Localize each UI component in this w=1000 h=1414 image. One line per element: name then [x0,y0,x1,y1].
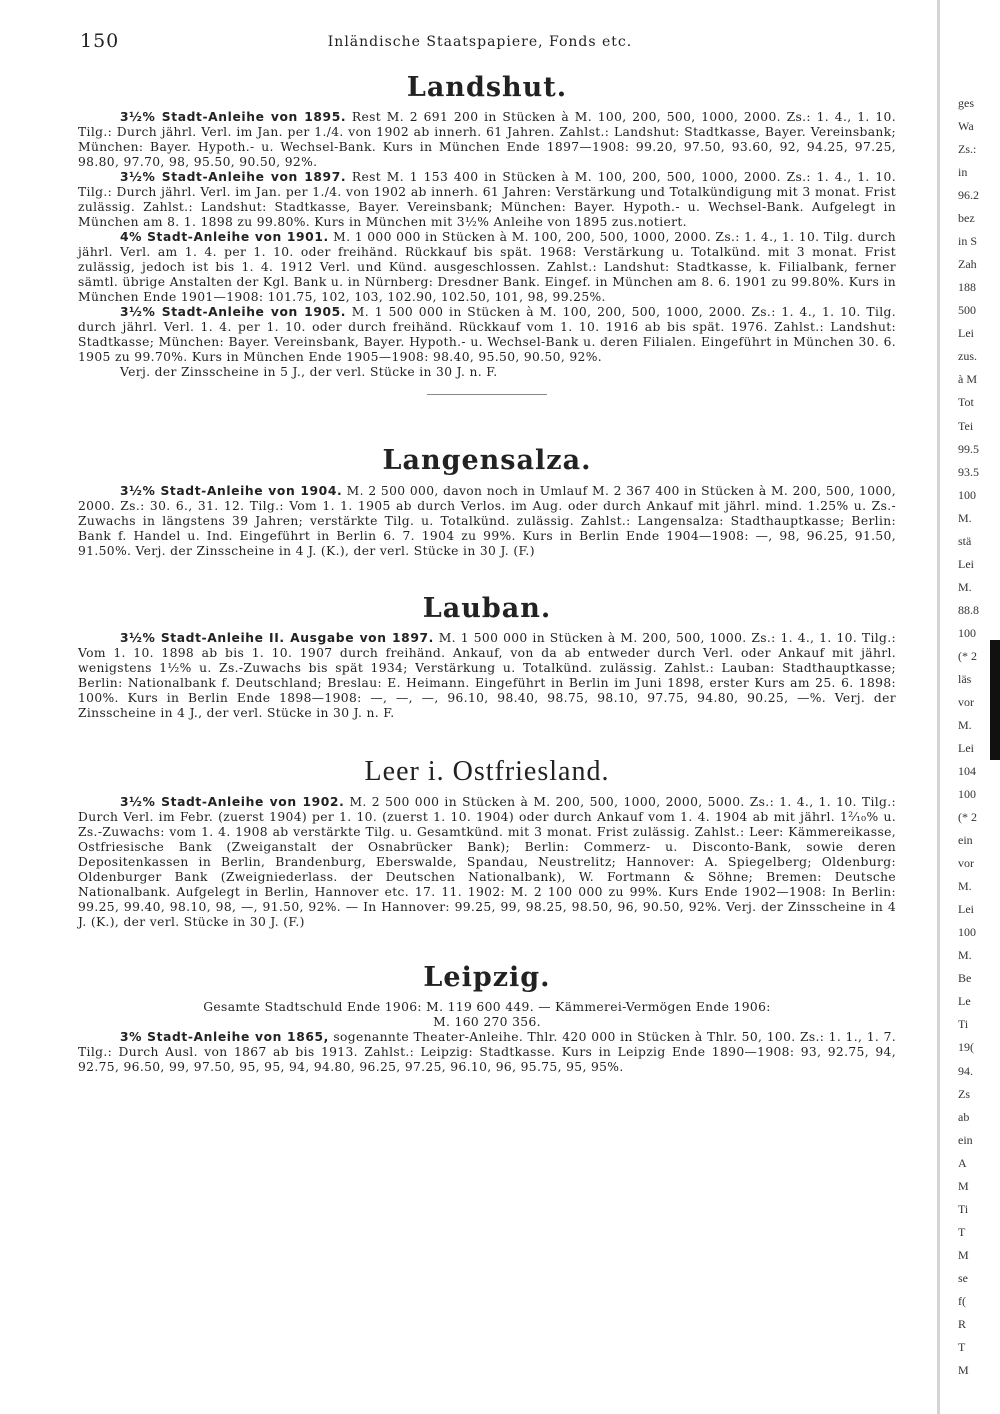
bleed-fragment: 19( [958,1040,974,1054]
bleed-fragment: vor [958,695,974,709]
bleed-fragment: f( [958,1294,966,1308]
bond-entry [78,170,896,230]
bond-heading: 3½% Stadt-Anleihe von 1905. [120,305,347,320]
bleed-fragment: 96.2 [958,188,979,202]
section-leipzig [78,962,896,1075]
section-lauban [78,593,896,721]
bleed-fragment: à M [958,372,977,386]
section-divider [427,394,547,395]
bleed-fragment: Be [958,971,972,985]
bleed-fragment: T [958,1340,966,1354]
bleed-fragment: in [958,165,968,179]
bleed-fragment: ges [958,96,974,110]
bond-entry [78,484,896,559]
city-heading: Leipzig. [423,961,551,993]
bleed-fragment: R [958,1317,967,1331]
bleed-fragment: M [958,1179,969,1193]
bleed-fragment: T [958,1225,966,1239]
bond-heading: 3½% Stadt-Anleihe von 1895. [120,110,347,125]
bleed-fragment: Tot [958,395,974,409]
bleed-fragment: Wa [958,119,974,133]
bond-heading: 4% Stadt-Anleihe von 1901. [120,230,329,245]
bond-entry [78,305,896,365]
bleed-fragment: (* 2 [958,810,977,824]
bleed-fragment: ein [958,833,973,847]
bleed-fragment: Lei [958,741,974,755]
bleed-fragment: M. [958,511,972,525]
bleed-fragment: Ti [958,1202,969,1216]
city-heading: Langensalza. [382,445,592,477]
bleed-fragment: M [958,1363,969,1377]
bleed-fragment: M [958,1248,969,1262]
bleed-fragment: 88.8 [958,603,979,617]
bond-text: M. 1 500 000 in Stücken à M. 100, 200, 500, 1000, 2000. Zs.: 1. 4., 1. 10. Tilg. durch jährl. Verl. 1. 4. per 1. 10. oder durch freihänd. Rückkauf vom 1. 10. 1916 ab bis spät. 1976. Zahlst.: Landshut: Stadtkasse; München: Bayer. Vereinsbank, Bayer. Hypoth.- u. Wechsel-Bank u. deren Filialen. Eingeführt in München 30. 6. 1905 zu 99.70%. Kurs in München Ende 1905—1908: 98.40, 95.50, 90.50, 92%. [78,305,896,365]
bleed-fragment: M. [958,948,972,962]
city-heading: Lauban. [422,592,552,624]
bond-text: M. 2 500 000, davon noch in Umlauf M. 2 367 400 in Stücken à M. 200, 500, 1000, 2000. Zs.: 30. 6., 31. 12. Tilg.: Vom 1. 1. 1905 ab durch Verlos. im Aug. oder durch Ankauf mit jährl. mind. 1.25% u. Zs.-Zuwachs in längstens 39 Jahren; verstärkte Tilg. u. Totalkünd. zulässig. Zahlst.: Langensalza: Stadthauptkasse; Berlin: Bank f. Handel u. Ind. Eingeführt in Berlin 6. 7. 1904 zu 99%. Kurs in Berlin Ende 1904—1908: —, 98, 96.25, 91.50, 91.50%. Verj. der Zinsscheine in 4 J. (K.), der verl. Stücke in 30 J. (F.) [78,483,896,558]
bleed-fragment: 500 [958,303,976,317]
bleed-fragment: 100 [958,925,976,939]
section-leer [78,755,896,930]
bleed-fragment: Lei [958,557,974,571]
bleed-fragment: Le [958,994,971,1008]
bleed-fragment: Zs.: [958,142,977,156]
bleed-fragment: läs [958,672,972,686]
main-column [78,72,896,1075]
facing-page-bleed [958,96,992,1396]
bleed-fragment: Lei [958,326,974,340]
bleed-fragment: Lei [958,902,974,916]
bleed-fragment: 188 [958,280,976,294]
bond-text: Rest M. 2 691 200 in Stücken à M. 100, 200, 500, 1000, 2000. Zs.: 1. 4., 1. 10. Tilg.: Durch jährl. Verl. im Jan. per 1./4. von 1902 ab innerh. 61 Jahren. Zahlst.: Landshut: Stadtkasse, Bayer. Vereinsbank; München: Bayer. Hypoth.- u. Wechsel-Bank. Kurs in München Ende 1897—1908: 99.20, 97.50, 93.60, 92, 94.25, 97.25, 98.80, 97.70, 98, 95.50, 90.50, 92%. [78,110,896,170]
bleed-fragment: 100 [958,626,976,640]
bond-entry [78,1030,896,1075]
bleed-fragment: 100 [958,787,976,801]
bond-heading: 3½% Stadt-Anleihe von 1904. [120,483,343,498]
bleed-fragment: Zah [958,257,977,271]
bleed-fragment: A [958,1156,967,1170]
page-number: 150 [80,30,120,52]
bond-entry [78,110,896,170]
bleed-fragment: Tei [958,419,974,433]
bleed-fragment: 104 [958,764,976,778]
bleed-fragment: zus. [958,349,977,363]
bond-text: M. 1 000 000 in Stücken à M. 100, 200, 500, 1000, 2000. Zs.: 1. 4., 1. 10. Tilg. durch jährl. Verl. am 1. 4. per 1. 10. oder freihänd. Rückkauf bis spät. 1968: Verstärkung u. Totalkünd. mit 3 monat. Frist zulässig, jedoch ist bis 1. 4. 1912 Verl. und Künd. ausgeschlossen. Zahlst.: Landshut: Stadtkasse, k. Filialbank, ferner sämtl. übrige Anstalten der Kgl. Bank u. in Nürnberg: Dresdner Bank. Eingef. in München am 8. 6. 1901 zu 99.80%. Kurs in München Ende 1901—1908: 101.75, 102, 103, 102.90, 102.50, 101, 98, 99.25%. [78,230,896,305]
bleed-fragment: Ti [958,1017,969,1031]
bond-entry [78,795,896,930]
bleed-fragment: (* 2 [958,649,977,663]
bleed-fragment: stä [958,534,972,548]
bond-entry [78,230,896,305]
bleed-fragment: 100 [958,488,976,502]
debt-summary: Gesamte Stadtschuld Ende 1906: M. 119 600 449. — Kämmerei-Vermögen Ende 1906: [203,1000,771,1015]
bond-heading: 3½% Stadt-Anleihe von 1897. [120,170,347,185]
running-title: Inländische Staatspapiere, Fonds etc. [327,34,633,50]
bleed-fragment: in S [958,234,978,248]
prescription-note [78,365,896,380]
bond-entry [78,631,896,721]
bond-heading: 3½% Stadt-Anleihe II. Ausgabe von 1897. [120,631,434,646]
bleed-fragment: 99.5 [958,442,979,456]
bond-heading: 3% Stadt-Anleihe von 1865, [120,1030,329,1045]
city-heading: Landshut. [406,72,568,103]
bond-heading: 3½% Stadt-Anleihe von 1902. [120,794,345,809]
bleed-fragment: Zs [958,1087,970,1101]
section-landshut [78,72,896,395]
bleed-fragment: M. [958,580,972,594]
note-text: Verj. der Zinsscheine in 5 J., der verl. Stücke in 30 J. n. F. [120,365,498,380]
bond-text: Rest M. 1 153 400 in Stücken à M. 100, 200, 500, 1000, 2000. Zs.: 1. 4., 1. 10. Tilg.: Durch jährl. Verl. im Jan. per 1./4. von 1902 ab innerh. 61 Jahren: Verstärkung und Totalkündigung mit 3 monat. Frist zulässig. Zahlst.: Landshut: Stadtkasse, Bayer. Vereinsbank; München: Bayer. Hypoth.- u. Wechsel-Bank. Aufgelegt in München am 8. 1. 1898 zu 99.80%. Kurs in München mit 3½% Anleihe von 1895 zus.notiert. [78,170,896,230]
bleed-fragment: se [958,1271,968,1285]
book-spine-shadow [937,0,940,1414]
bleed-fragment: vor [958,856,974,870]
section-langensalza [78,445,896,558]
bleed-fragment: 93.5 [958,465,979,479]
bleed-fragment: ab [958,1110,970,1124]
bleed-fragment: bez [958,211,975,225]
bleed-fragment: 94. [958,1064,973,1078]
bond-text: sogenannte Theater-Anleihe. Thlr. 420 000 in Stücken à Thlr. 50, 100. Zs.: 1. 1., 1. 7. Tilg.: Durch Ausl. von 1867 ab bis 1913. Zahlst.: Leipzig: Stadtkasse. Kurs in Leipzig Ende 1890—1908: 93, 92.75, 94, 92.75, 96.50, 99, 97.50, 95, 95, 94, 94.80, 96.25, 97.25, 96.10, 96, 95.75, 95, 95%. [78,1030,896,1075]
bleed-fragment: M. [958,718,972,732]
bleed-fragment: ein [958,1133,973,1147]
city-heading: Leer i. Ostfriesland. [364,756,610,788]
bleed-fragment: M. [958,879,972,893]
bond-text: M. 2 500 000 in Stücken à M. 200, 500, 1000, 2000, 5000. Zs.: 1. 4., 1. 10. Tilg.: Durch Verl. im Febr. (zuerst 1904) per 1. 10. (zuerst 1. 10. 1904) oder durch Ankauf vom 1. 4. 1904 ab mit jährl. 1²⁄₁₀% u. Zs.-Zuwachs: vom 1. 4. 1908 ab verstärkte Tilg. u. Gesamtkünd. mit 3 monat. Frist zulässig. Zahlst.: Leer: Kämmereikasse, Ostfriesische Bank (Zweiganstalt der Osnabrücker Bank); Berlin: Commerz- u. Disconto-Bank, sowie deren Depositenkassen in Berlin, Brandenburg, Eberswalde, Spandau, Neustrelitz; Hannover: A. Spiegelberg; Oldenburg: Oldenburger Bank (Zweigniederlass. der Deutschen Nationalbank), W. Fortmann & Söhne; Bremen: Deutsche Nationalbank. Aufgelegt in Berlin, Hannover etc. 17. 11. 1902: M. 2 100 000 zu 99%. Kurs Ende 1902—1908: In Berlin: 99.25, 99.40, 98.10, 98, —, 91.50, 92%. — In Hannover: 99.25, 99, 98.25, 98.50, 96, 90.50, 92%. Verj. der Zinsscheine in 4 J. (K.), der verl. Stücke in 30 J. (F.) [78,794,896,929]
bond-text: M. 1 500 000 in Stücken à M. 200, 500, 1000. Zs.: 1. 4., 1. 10. Tilg.: Vom 1. 10. 1898 ab bis 1. 10. 1907 durch freihänd. Ankauf, von da ab entweder durch Verl. oder Ankauf mit jährl. wenigstens 1½% u. Zs.-Zuwachs bis spät 1934; Verstärkung u. Totalkünd. zulässig. Zahlst.: Lauban: Stadthauptkasse; Berlin: Nationalbank f. Deutschland; Breslau: E. Heimann. Eingeführt in Berlin im Juni 1898, erster Kurs am 25. 6. 1898: 100%. Kurs in Berlin Ende 1898—1908: —, —, —, 96.10, 98.40, 98.75, 98.10, 97.75, 94.80, 90.25, —%. Verj. der Zinsscheine in 4 J., der verl. Stücke in 30 J. n. F. [78,631,896,721]
debt-summary-cont: M. 160 270 356. [433,1015,541,1030]
